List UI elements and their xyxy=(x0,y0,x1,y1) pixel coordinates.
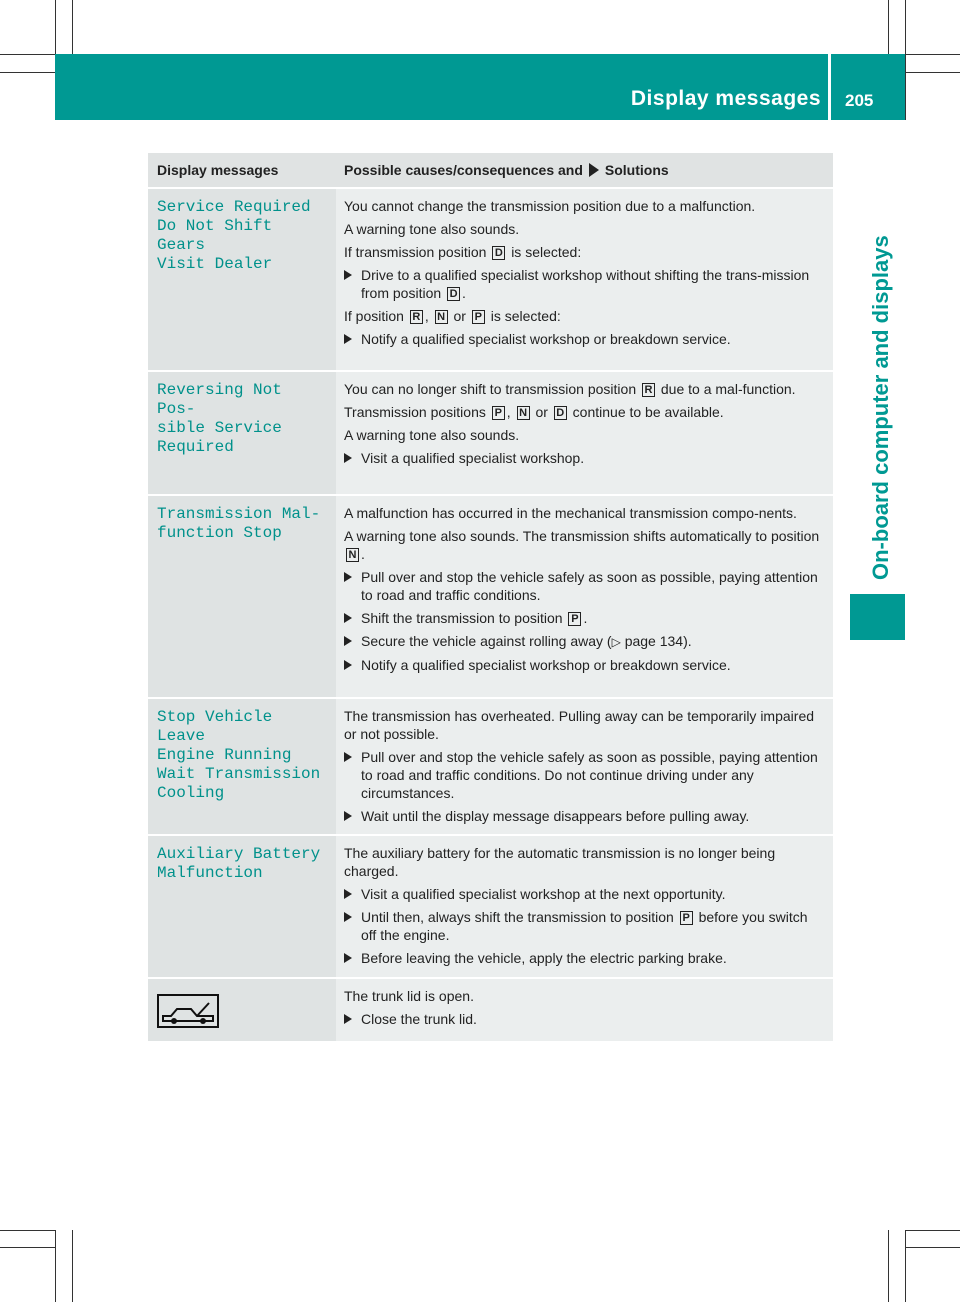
message-explanation xyxy=(336,372,833,494)
crop-mark xyxy=(905,0,906,120)
solution-step: Visit a qualified specialist workshop. xyxy=(344,449,821,467)
cause-text: Transmission positions P , N or D continue to be available. xyxy=(344,404,724,420)
message-line: Wait Transmission xyxy=(157,765,321,783)
page-title: Display messages xyxy=(630,87,821,110)
gear-d-icon: D xyxy=(492,246,505,260)
solution-arrow-icon xyxy=(589,163,599,177)
message-line: Stop Vehicle Leave xyxy=(157,708,273,745)
step-arrow-icon xyxy=(344,807,361,825)
cause-text: A malfunction has occurred in the mechanical transmission compo-nents. xyxy=(344,505,797,521)
cause-text: You can no longer shift to transmission position R due to a mal-function. xyxy=(344,381,796,397)
cause-text: A warning tone also sounds. xyxy=(344,221,520,237)
gear-r-icon: R xyxy=(410,310,423,324)
table-row xyxy=(148,697,833,834)
solution-step: Drive to a qualified specialist workshop without shifting the trans-mission from position D . xyxy=(344,266,821,302)
step-arrow-icon xyxy=(344,330,361,348)
display-message xyxy=(148,372,336,494)
message-explanation xyxy=(336,836,833,977)
gear-d-icon: D xyxy=(554,406,567,420)
message-line: sible Service xyxy=(157,419,282,437)
crop-mark xyxy=(0,1230,55,1231)
message-explanation xyxy=(336,979,833,1041)
message-line: Engine Running xyxy=(157,746,292,764)
cause-text: If transmission position D is selected: xyxy=(344,244,582,260)
step-arrow-icon xyxy=(344,449,361,467)
message-line: Service Required xyxy=(157,198,311,216)
solution-step: Notify a qualified specialist workshop or breakdown service. xyxy=(344,330,821,348)
crop-mark xyxy=(72,1230,73,1302)
display-message xyxy=(148,189,336,370)
gear-r-icon: R xyxy=(642,383,655,397)
message-line: Reversing Not Pos‐ xyxy=(157,381,282,418)
step-arrow-icon xyxy=(344,748,361,802)
cause-text: You cannot change the transmission position due to a malfunction. xyxy=(344,198,756,214)
message-line: Required xyxy=(157,438,234,456)
solution-step: Visit a qualified specialist workshop at the next opportunity. xyxy=(344,885,821,903)
crop-mark xyxy=(905,54,960,55)
gear-n-icon: N xyxy=(346,548,359,562)
crop-mark xyxy=(0,54,55,55)
step-arrow-icon xyxy=(344,568,361,604)
side-tab-marker xyxy=(850,594,905,640)
page-header xyxy=(55,54,905,120)
col-header-messages: Display messages xyxy=(157,162,279,178)
trunk-open-icon xyxy=(157,994,219,1028)
cause-text: If position R , N or P is selected: xyxy=(344,308,561,324)
crop-mark xyxy=(905,1230,906,1302)
step-arrow-icon xyxy=(344,266,361,302)
solution-step: Close the trunk lid. xyxy=(344,1010,821,1028)
step-arrow-icon xyxy=(344,609,361,627)
page-number: 205 xyxy=(845,91,874,110)
display-message xyxy=(148,979,336,1041)
table-header xyxy=(148,153,833,187)
col-header-causes xyxy=(336,162,833,178)
display-message xyxy=(148,496,336,697)
crop-mark xyxy=(55,1230,56,1302)
crop-mark xyxy=(888,1230,889,1302)
step-arrow-icon xyxy=(344,632,361,651)
header-divider xyxy=(828,54,831,120)
display-messages-table xyxy=(148,153,833,1041)
message-line: function Stop xyxy=(157,524,282,542)
solution-step: Pull over and stop the vehicle safely as soon as possible, paying attention to road and traffic conditions. Do not continue driving under any circumstances. xyxy=(344,748,821,802)
gear-d-icon: D xyxy=(447,287,460,301)
crop-mark xyxy=(0,72,55,73)
step-arrow-icon xyxy=(344,908,361,944)
solution-step: Before leaving the vehicle, apply the electric parking brake. xyxy=(344,949,821,967)
table-row xyxy=(148,187,833,370)
message-explanation xyxy=(336,189,833,370)
gear-n-icon: N xyxy=(517,406,530,420)
col-header-solutions-text: Solutions xyxy=(604,162,669,178)
step-arrow-icon xyxy=(344,949,361,967)
page-reference[interactable]: page 134). xyxy=(624,633,692,649)
solution-step: Pull over and stop the vehicle safely as soon as possible, paying attention to road and traffic conditions. xyxy=(344,568,821,604)
gear-p-icon: P xyxy=(492,406,505,420)
cause-text: The trunk lid is open. xyxy=(344,988,474,1004)
cause-text: The transmission has overheated. Pulling away can be temporarily impaired or not possible. xyxy=(344,708,815,742)
table-row xyxy=(148,494,833,697)
step-arrow-icon xyxy=(344,885,361,903)
crop-mark xyxy=(0,1247,55,1248)
crop-mark xyxy=(905,1247,960,1248)
gear-n-icon: N xyxy=(435,310,448,324)
message-explanation xyxy=(336,496,833,697)
message-line: Do Not Shift Gears xyxy=(157,217,273,254)
table-row xyxy=(148,834,833,977)
solution-step: Until then, always shift the transmission to position P before you switch off the engine. xyxy=(344,908,821,944)
display-message xyxy=(148,699,336,834)
display-message xyxy=(148,836,336,977)
page-ref-icon: ▷ xyxy=(611,635,621,649)
solution-step: Notify a qualified specialist workshop or breakdown service. xyxy=(344,656,821,674)
table-row xyxy=(148,370,833,494)
crop-mark xyxy=(905,1230,960,1231)
gear-p-icon: P xyxy=(680,911,693,925)
solution-step: Wait until the display message disappears before pulling away. xyxy=(344,807,821,825)
cause-text: The auxiliary battery for the automatic transmission is no longer being charged. xyxy=(344,845,776,879)
section-side-label: On-board computer and displays xyxy=(868,235,893,580)
cause-text: A warning tone also sounds. xyxy=(344,427,520,443)
message-explanation xyxy=(336,699,833,834)
gear-p-icon: P xyxy=(568,612,581,626)
message-line: Cooling xyxy=(157,784,225,802)
gear-p-icon: P xyxy=(472,310,485,324)
message-line: Visit Dealer xyxy=(157,255,273,273)
message-line: Transmission Mal‐ xyxy=(157,505,321,523)
message-line: Auxiliary Battery xyxy=(157,845,321,863)
step-arrow-icon xyxy=(344,1010,361,1028)
crop-mark xyxy=(905,72,960,73)
step-arrow-icon xyxy=(344,656,361,674)
solution-step: Secure the vehicle against rolling away (▷ page 134). xyxy=(344,632,821,651)
table-row xyxy=(148,977,833,1041)
cause-text: A warning tone also sounds. The transmission shifts automatically to position N . xyxy=(344,528,820,562)
message-line: Malfunction xyxy=(157,864,263,882)
solution-step: Shift the transmission to position P . xyxy=(344,609,821,627)
col-header-causes-text: Possible causes/consequences and xyxy=(344,162,583,178)
